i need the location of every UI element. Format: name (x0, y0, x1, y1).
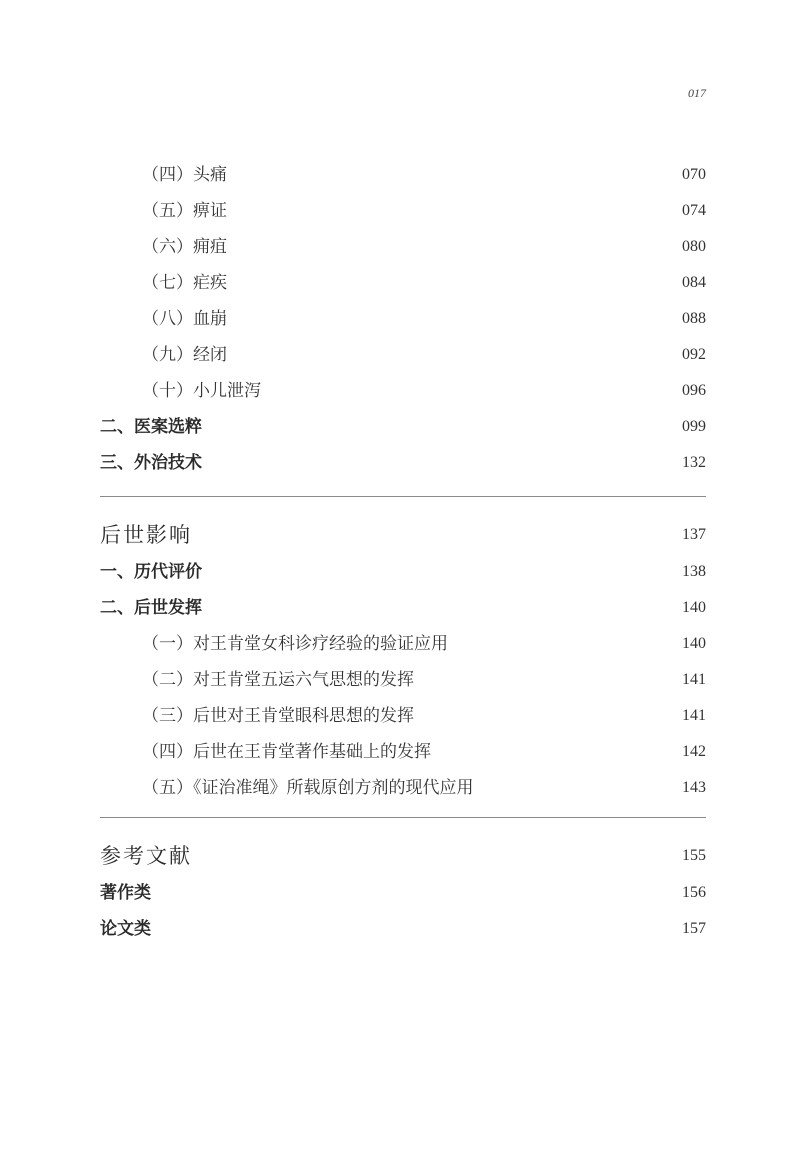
toc-entry-page: 156 (682, 884, 706, 901)
toc-entry-label: （五）痹证 (142, 201, 227, 221)
section-divider (100, 817, 706, 818)
toc-entry[interactable] (100, 229, 706, 265)
toc-entry-page: 099 (682, 418, 706, 435)
toc-entry-label: 著作类 (100, 883, 151, 903)
toc-entry-label: 三、外治技术 (100, 453, 202, 473)
toc-entry[interactable] (100, 590, 706, 626)
toc-entry-page: 088 (682, 310, 706, 327)
toc-entry[interactable] (100, 734, 706, 770)
toc-entry[interactable] (100, 554, 706, 590)
toc-entry-page: 132 (682, 454, 706, 471)
toc-entry-label: （六）痈疽 (142, 237, 227, 257)
section-divider (100, 496, 706, 497)
toc-group-3 (100, 837, 706, 947)
toc-entry-page: 070 (682, 166, 706, 183)
toc-entry[interactable] (100, 875, 706, 911)
toc-entry-label: 二、后世发挥 (100, 598, 202, 618)
toc-entry-page: 142 (682, 743, 706, 760)
toc-entry-page: 140 (682, 599, 706, 616)
toc-entry-page: 096 (682, 382, 706, 399)
toc-entry[interactable] (100, 662, 706, 698)
toc-entry-page: 074 (682, 202, 706, 219)
toc-entry[interactable] (100, 698, 706, 734)
toc-entry-label: （十）小儿泄泻 (142, 381, 261, 401)
toc-entry-page: 141 (682, 671, 706, 688)
toc-entry-page: 084 (682, 274, 706, 291)
toc-group-1 (100, 157, 706, 481)
toc-entry-label: 论文类 (100, 919, 151, 939)
toc-entry-label: （四）头痛 (142, 165, 227, 185)
toc-entry-page: 157 (682, 920, 706, 937)
toc-entry-page: 155 (682, 847, 706, 864)
toc-entry[interactable] (100, 337, 706, 373)
page-number: 017 (688, 86, 706, 100)
toc-chapter-heading[interactable] (100, 516, 706, 554)
toc-entry-label: （五）《证治准绳》所载原创方剂的现代应用 (142, 778, 474, 798)
toc-entry[interactable] (100, 911, 706, 947)
toc-entry-page: 140 (682, 635, 706, 652)
toc-entry-label: （一）对王肯堂女科诊疗经验的验证应用 (142, 634, 448, 654)
toc-entry-page: 141 (682, 707, 706, 724)
toc-entry-label: 二、医案选粹 (100, 417, 202, 437)
toc-entry-label: （二）对王肯堂五运六气思想的发挥 (142, 670, 414, 690)
toc-entry-label: （九）经闭 (142, 345, 227, 365)
toc-entry-page: 092 (682, 346, 706, 363)
toc-entry[interactable] (100, 157, 706, 193)
chapter-title: 参考文献 (100, 844, 192, 868)
toc-entry[interactable] (100, 770, 706, 806)
toc-entry-page: 138 (682, 563, 706, 580)
toc-entry[interactable] (100, 373, 706, 409)
toc-entry[interactable] (100, 626, 706, 662)
toc-entry[interactable] (100, 301, 706, 337)
toc-entry-page: 143 (682, 779, 706, 796)
toc-entry-label: （四）后世在王肯堂著作基础上的发挥 (142, 742, 431, 762)
toc-entry-page: 080 (682, 238, 706, 255)
toc-entry[interactable] (100, 409, 706, 445)
toc-group-2 (100, 516, 706, 806)
toc-entry-page: 137 (682, 526, 706, 543)
toc-entry-label: （三）后世对王肯堂眼科思想的发挥 (142, 706, 414, 726)
toc-entry[interactable] (100, 445, 706, 481)
toc-entry[interactable] (100, 193, 706, 229)
toc-entry-label: （八）血崩 (142, 309, 227, 329)
toc-entry[interactable] (100, 265, 706, 301)
chapter-title: 后世影响 (100, 523, 192, 547)
toc-chapter-heading[interactable] (100, 837, 706, 875)
toc-entry-label: 一、历代评价 (100, 562, 202, 582)
toc-entry-label: （七）疟疾 (142, 273, 227, 293)
